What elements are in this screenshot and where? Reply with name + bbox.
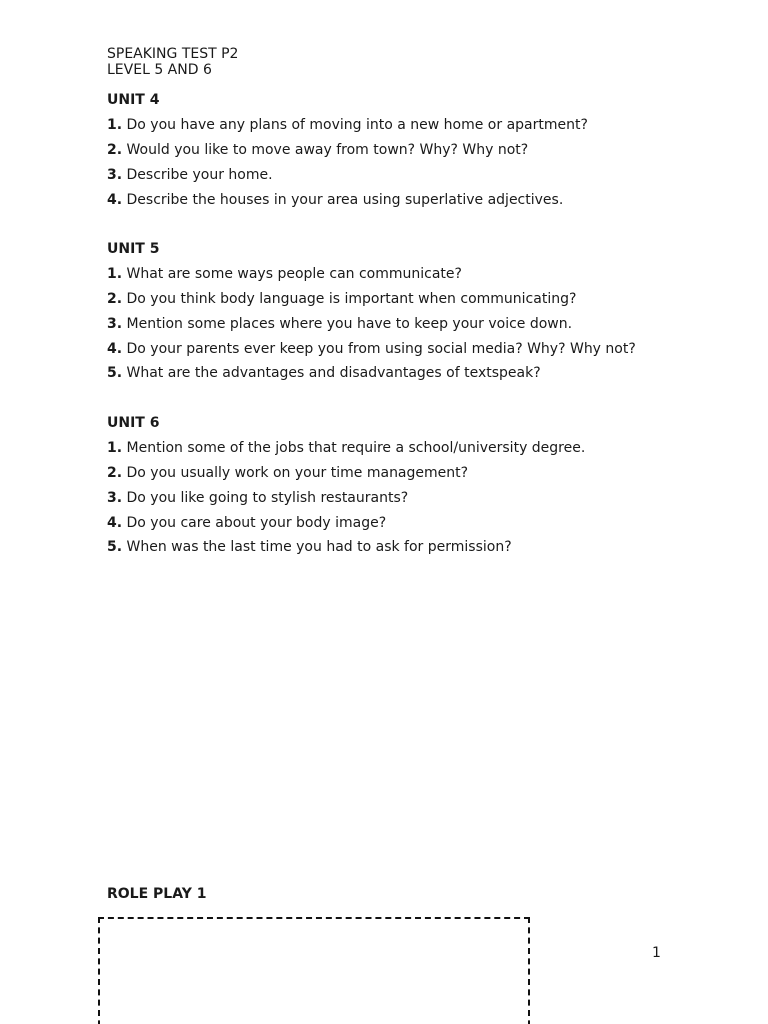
question-item	[107, 167, 588, 183]
question-text: What are the advantages and disadvantages of textspeak?	[126, 365, 541, 382]
question-number: 2.	[107, 141, 123, 158]
question-number: 5.	[107, 539, 123, 556]
question-number: 4.	[107, 514, 123, 531]
unit-section-6	[107, 415, 585, 555]
level-label: LEVEL 5 AND 6	[107, 62, 212, 78]
question-item	[107, 515, 585, 531]
question-item	[107, 341, 636, 357]
question-text: Mention some of the jobs that require a school/university degree.	[126, 439, 586, 456]
question-text: Do you usually work on your time management?	[126, 464, 469, 481]
question-text: Would you like to move away from town? Why? Why not?	[126, 141, 529, 158]
question-item	[107, 539, 585, 555]
question-number: 2.	[107, 290, 123, 307]
page-number: 1	[652, 945, 661, 961]
question-text: Do you care about your body image?	[126, 514, 387, 531]
question-text: Do your parents ever keep you from using social media? Why? Why not?	[126, 340, 636, 357]
question-text: Mention some places where you have to keep your voice down.	[126, 315, 573, 332]
question-item	[107, 192, 588, 208]
question-item	[107, 490, 585, 506]
question-item	[107, 440, 585, 456]
unit-title: UNIT 6	[107, 415, 160, 431]
question-number: 3.	[107, 166, 123, 183]
unit-section-5	[107, 241, 636, 381]
question-item	[107, 365, 636, 381]
question-text: What are some ways people can communicate?	[126, 265, 462, 282]
question-text: Do you think body language is important when communicating?	[126, 290, 577, 307]
question-text: When was the last time you had to ask for permission?	[126, 539, 512, 556]
question-number: 1.	[107, 439, 123, 456]
question-item	[107, 291, 636, 307]
question-number: 2.	[107, 464, 123, 481]
unit-title: UNIT 5	[107, 241, 160, 257]
unit-section-4	[107, 92, 588, 208]
question-item	[107, 465, 585, 481]
question-text: Do you have any plans of moving into a new home or apartment?	[126, 116, 588, 133]
question-number: 3.	[107, 315, 123, 332]
question-list	[107, 117, 588, 208]
role-play-title: ROLE PLAY 1	[107, 886, 207, 902]
question-item	[107, 316, 636, 332]
unit-title: UNIT 4	[107, 92, 160, 108]
question-item	[107, 117, 588, 133]
question-number: 5.	[107, 365, 123, 382]
question-number: 4.	[107, 340, 123, 357]
document-header	[107, 46, 238, 78]
question-list	[107, 440, 585, 556]
question-list	[107, 266, 636, 382]
question-number: 4.	[107, 191, 123, 208]
question-text: Describe your home.	[126, 166, 273, 183]
question-text: Describe the houses in your area using superlative adjectives.	[126, 191, 564, 208]
question-item	[107, 142, 588, 158]
question-number: 1.	[107, 265, 123, 282]
question-item	[107, 266, 636, 282]
role-play-box	[98, 917, 530, 1024]
question-number: 3.	[107, 489, 123, 506]
question-number: 1.	[107, 116, 123, 133]
question-text: Do you like going to stylish restaurants?	[126, 489, 409, 506]
test-title: SPEAKING TEST P2	[107, 46, 239, 62]
